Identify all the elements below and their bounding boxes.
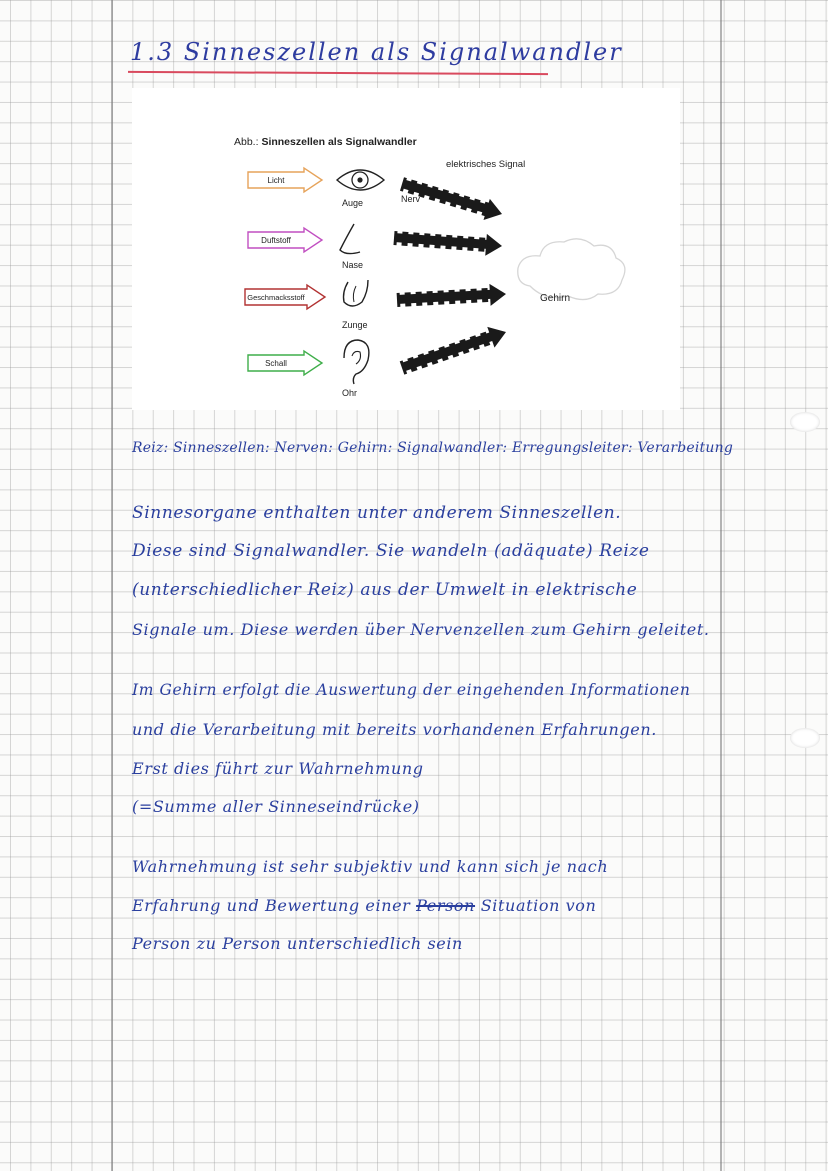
nerve-label: Nerv xyxy=(401,194,421,204)
organ-label-zunge: Zunge xyxy=(342,320,368,330)
struck-word: Person xyxy=(416,896,476,915)
note-line-9: Wahrnehmung ist sehr subjektiv und kann sich je nach xyxy=(132,857,609,876)
note-line-1: Sinnesorgane enthalten unter anderem Sinneszellen. xyxy=(132,503,622,523)
stimulus-label-duftstoff: Duftstoff xyxy=(261,236,291,245)
stimulus-label-geschmacksstoff: Geschmacksstoff xyxy=(247,293,305,302)
note-line-6: und die Verarbeitung mit bereits vorhandenen Erfahrungen. xyxy=(132,720,657,739)
stimulus-arrow-geschmacksstoff xyxy=(245,285,325,309)
punch-hole-top xyxy=(790,412,820,432)
nose-icon xyxy=(340,224,360,254)
note-line-10-end: Situation von xyxy=(480,896,597,915)
note-line-7: Erst dies führt zur Wahrnehmung xyxy=(132,759,424,778)
figure-caption: Abb.: Sinneszellen als Signalwandler xyxy=(234,136,417,148)
nerve-signal-arrow xyxy=(398,322,509,379)
note-line-5: Im Gehirn erfolgt die Auswertung der eingehenden Informationen xyxy=(132,681,691,699)
stimulus-arrow-schall xyxy=(248,351,322,375)
organ-label-nase: Nase xyxy=(342,260,364,270)
stimulus-label-schall: Schall xyxy=(265,359,287,368)
note-line-8: (=Summe aller Sinneseindrücke) xyxy=(132,797,420,816)
signal-label: elektrisches Signal xyxy=(446,159,526,170)
note-line-3: (unterschiedlicher Reiz) aus der Umwelt in elektrische xyxy=(132,580,638,600)
note-line-10 xyxy=(132,896,596,915)
ear-icon xyxy=(344,340,369,384)
tongue-icon xyxy=(344,280,369,306)
figure-signalwandler xyxy=(132,88,680,410)
left-margin-line xyxy=(111,0,113,1171)
eye-icon xyxy=(337,170,384,190)
note-line-11: Person zu Person unterschiedlich sein xyxy=(132,934,463,953)
title-underline xyxy=(128,71,548,75)
organ-label-ohr: Ohr xyxy=(342,388,358,398)
note-line-4: Signale um. Diese werden über Nervenzellen zum Gehirn geleitet. xyxy=(132,620,710,639)
stimulus-arrow-licht xyxy=(248,168,322,192)
brain-cloud-icon xyxy=(518,239,625,300)
right-margin-line xyxy=(720,0,722,1171)
nerve-signal-arrow xyxy=(396,283,506,311)
note-line-2: Diese sind Signalwandler. Sie wandeln (adäquate) Reize xyxy=(132,541,650,561)
stimulus-label-licht: Licht xyxy=(267,176,285,185)
punch-hole-bottom xyxy=(790,728,820,748)
organ-label-auge: Auge xyxy=(342,198,364,208)
page-title: 1.3 Sinneszellen als Signalwandler xyxy=(130,38,623,66)
note-line-10-start: Erfahrung und Bewertung einer xyxy=(132,896,411,915)
brain-label: Gehirn xyxy=(540,293,571,304)
stimulus-arrow-duftstoff xyxy=(248,228,322,252)
reiz-chain-line: Reiz: Sinneszellen: Nerven: Gehirn: Signalwandler: Erregungsleiter: Verarbeitung xyxy=(132,440,733,456)
nerve-signal-arrow xyxy=(393,227,503,257)
